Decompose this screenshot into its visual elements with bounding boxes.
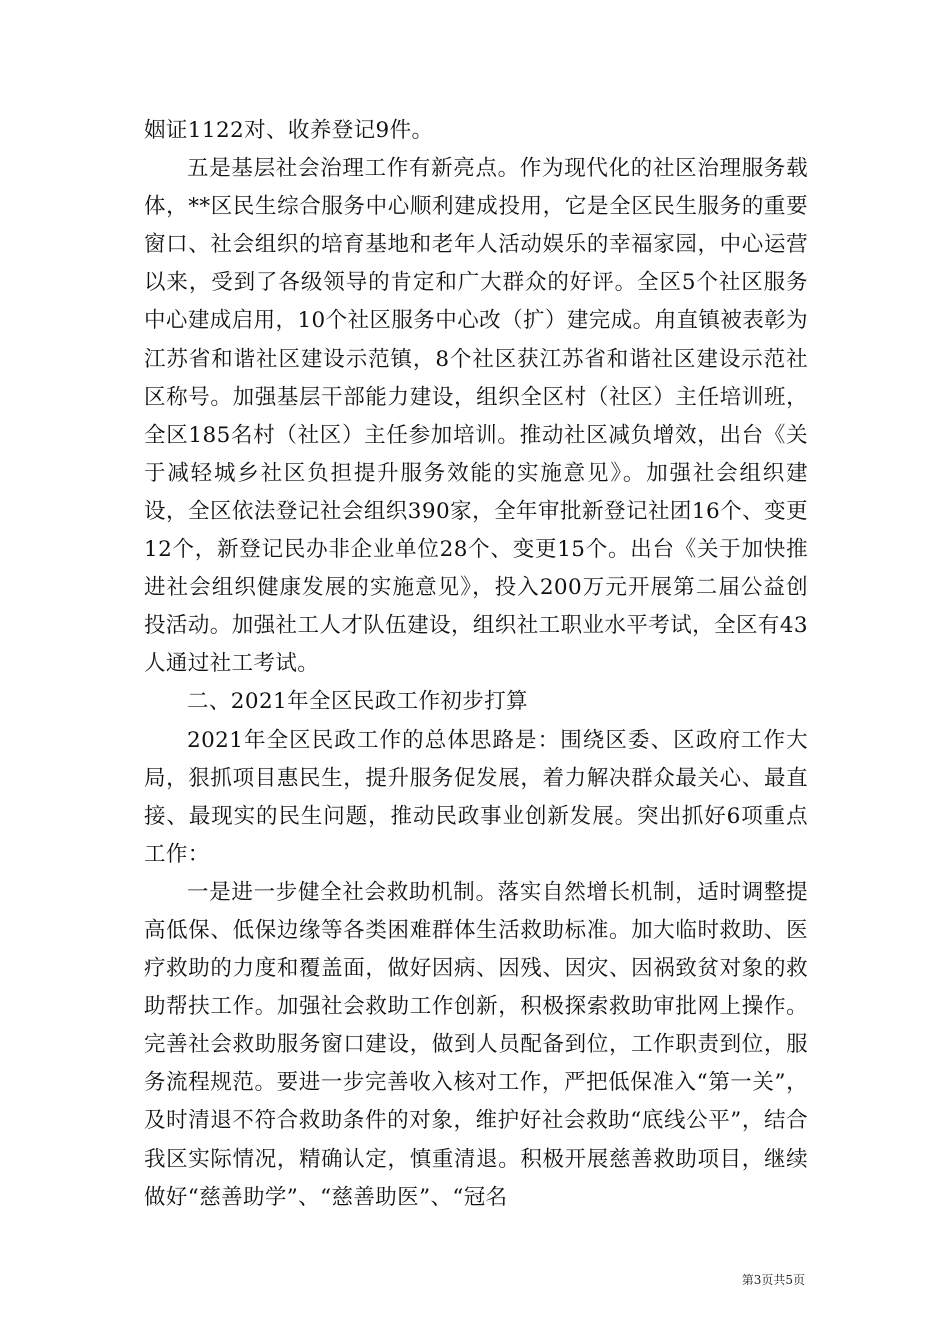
section-heading: 二、2021年全区民政工作初步打算 — [187, 689, 529, 715]
paragraph-2: 五是基层社会治理工作有新亮点。作为现代化的社区治理服务载体，**区民生综合服务中心顺利建成投用，它是全区民生服务的重要窗口、社会组织的培育基地和老年人活动娱乐的幸福家园，中心运营以来，受到了各级领导的肯定和广大群众的好评。全区5个社区服务中心建成启用，10个社区服务中心改（扩）建完成。甪直镇被表彰为江苏省和谐社区建设示范镇，8个社区获江苏省和谐社区建设示范社区称号。加强基层干部能力建设，组织全区村（社区）主任培训班，全区185名村（社区）主任参加培训。推动社区减负增效，出台《关于减轻城乡社区负担提升服务效能的实施意见》。加强社会组织建设，全区依法登记社会组织390家，全年审批新登记社团16个、变更12个，新登记民办非企业单位28个、变更15个。出台《关于加快推进社会组织健康发展的实施意见》，投入200万元开展第二届公益创投活动。加强社工人才队伍建设，组织社工职业水平考试，全区有43人通过社工考试。 — [144, 156, 808, 677]
paragraph-4: 一是进一步健全社会救助机制。落实自然增长机制，适时调整提高低保、低保边缘等各类困难群体生活救助标准。加大临时救助、医疗救助的力度和覆盖面，做好因病、因残、因灾、因祸致贫对象的救助帮扶工作。加强社会救助工作创新，积极探索救助审批网上操作。完善社会救助服务窗口建设，做到人员配备到位，工作职责到位，服务流程规范。要进一步完善收入核对工作，严把低保准入“第一关”，及时清退不符合救助条件的对象，维护好社会救助“底线公平”，结合我区实际情况，精确认定，慎重清退。积极开展慈善救助项目，继续做好“慈善助学”、“慈善助医”、“冠名 — [144, 879, 808, 1210]
document-body — [144, 112, 808, 1217]
paragraph-1: 姻证1122对、收养登记9件。 — [144, 118, 434, 143]
paragraph-3: 2021年全区民政工作的总体思路是：围绕区委、区政府工作大局，狠抓项目惠民生，提升服务促发展，着力解决群众最关心、最直接、最现实的民生问题，推动民政事业创新发展。突出抓好6项重点工作： — [144, 727, 808, 867]
page-number: 第3页共5页 — [741, 1273, 805, 1287]
